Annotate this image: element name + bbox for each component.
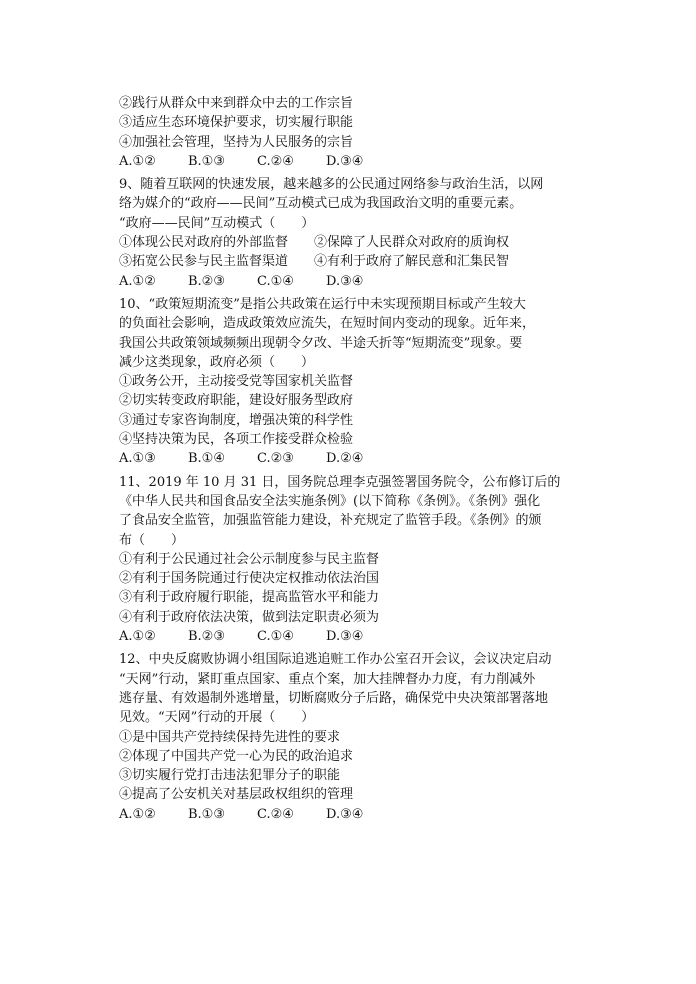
- question-stem-line: 见效。“天网”行动的开展（ ）: [119, 710, 315, 726]
- option: ④提高了公安机关对基层政权组织的管理: [119, 787, 354, 803]
- answer-choices: [119, 272, 589, 291]
- answer-c: C.②④: [257, 806, 294, 822]
- question-stem-line: “天网”行动，紧盯重点国家、重点个案，加大挂牌督办力度，有力削减外: [119, 671, 536, 687]
- answer-c: C.②④: [257, 153, 294, 169]
- answer-d: D.③④: [326, 273, 364, 289]
- exam-page: [119, 94, 589, 824]
- question-stem-line: 布（ ）: [119, 532, 185, 548]
- option: ③拓宽公民参与民主监督渠道 ④有利于政府了解民意和汇集民智: [119, 254, 510, 270]
- option: ③有利于政府履行职能，提高监管水平和能力: [119, 590, 380, 606]
- question-stem-line: 10、“政策短期流变”是指公共政策在运行中未实现预期目标或产生较大: [119, 296, 526, 312]
- option: ②践行从群众中来到群众中去的工作宗旨: [119, 96, 354, 111]
- answer-d: D.③④: [326, 153, 364, 169]
- answer-d: D.②④: [326, 451, 364, 467]
- option: ②切实转变政府职能，建设好服务型政府: [119, 393, 354, 409]
- question-stem-line: 9、随着互联网的快速发展，越来越多的公民通过网络参与政治生活，以网: [119, 177, 544, 193]
- answer-b: B.①④: [188, 451, 225, 467]
- option: ②有利于国务院通过行使决定权推动依法治国: [119, 571, 380, 587]
- answer-b: B.②③: [188, 629, 225, 645]
- answer-choices: [119, 152, 589, 171]
- question-stem-line: 络为媒介的“政府——民间”互动模式已成为我国政治文明的重要元素。: [119, 196, 523, 212]
- answer-choices: [119, 449, 589, 468]
- question-11: [119, 473, 589, 647]
- question-stem-line: 12、中央反腐败协调小组国际追逃追赃工作办公室召开会议，会议决定启动: [119, 652, 552, 668]
- option: ①是中国共产党持续保持先进性的要求: [119, 729, 341, 745]
- option: ②体现了中国共产党一心为民的政治追求: [119, 748, 354, 764]
- answer-a: A.①②: [119, 806, 156, 822]
- option: ③切实履行党打击违法犯罪分子的职能: [119, 768, 341, 784]
- question-9: [119, 175, 589, 291]
- answer-d: D.③④: [326, 629, 364, 645]
- answer-d: D.③④: [326, 806, 364, 822]
- question-stem-line: “政府——民间”互动模式（ ）: [119, 215, 315, 231]
- question-10: [119, 295, 589, 469]
- question-8-tail: [119, 94, 589, 171]
- answer-choices: [119, 627, 589, 646]
- answer-a: A.①②: [119, 273, 156, 289]
- answer-b: B.②③: [188, 273, 225, 289]
- answer-c: C.①④: [257, 273, 294, 289]
- option: ①有利于公民通过社会公示制度参与民主监督: [119, 551, 380, 567]
- option: ④加强社会管理，坚持为人民服务的宗旨: [119, 134, 354, 150]
- answer-b: B.①③: [188, 806, 225, 822]
- answer-a: A.①②: [119, 153, 156, 169]
- option: ④坚持决策为民，各项工作接受群众检验: [119, 432, 354, 448]
- option: ④有利于政府依法决策，做到法定职责必须为: [119, 609, 380, 625]
- question-stem-line: 我国公共政策领域频频出现朝令夕改、半途夭折等“短期流变”现象。要: [119, 335, 523, 351]
- question-stem-line: 减少这类现象，政府必须（ ）: [119, 354, 315, 370]
- answer-choices: [119, 805, 589, 824]
- option: ③通过专家咨询制度，增强决策的科学性: [119, 412, 354, 428]
- answer-a: A.①②: [119, 629, 156, 645]
- question-stem-line: 了食品安全监管，加强监管能力建设，补充规定了监管手段。《条例》的颁: [119, 513, 542, 529]
- option: ①体现公民对政府的外部监督 ②保障了人民群众对政府的质询权: [119, 235, 510, 251]
- question-stem-line: 11、2019 年 10 月 31 日，国务院总理李克强签署国务院令，公布修订后的: [119, 474, 561, 490]
- question-stem-line: 的负面社会影响，造成政策效应流失，在短时间内变动的现象。近年来，: [119, 316, 536, 332]
- question-stem-line: 逃存量、有效遏制外逃增量，切断腐败分子后路，确保党中央决策部署落地: [119, 690, 549, 706]
- answer-a: A.①③: [119, 451, 156, 467]
- question-stem-line: 《中华人民共和国食品安全法实施条例》(以下简称《条例》。《条例》强化: [119, 493, 541, 509]
- option: ③适应生态环境保护要求，切实履行职能: [119, 115, 354, 131]
- answer-b: B.①③: [188, 153, 225, 169]
- answer-c: C.②③: [257, 451, 294, 467]
- answer-c: C.①④: [257, 629, 294, 645]
- option: ①政务公开，主动接受党等国家机关监督: [119, 374, 354, 390]
- question-12: [119, 650, 589, 824]
